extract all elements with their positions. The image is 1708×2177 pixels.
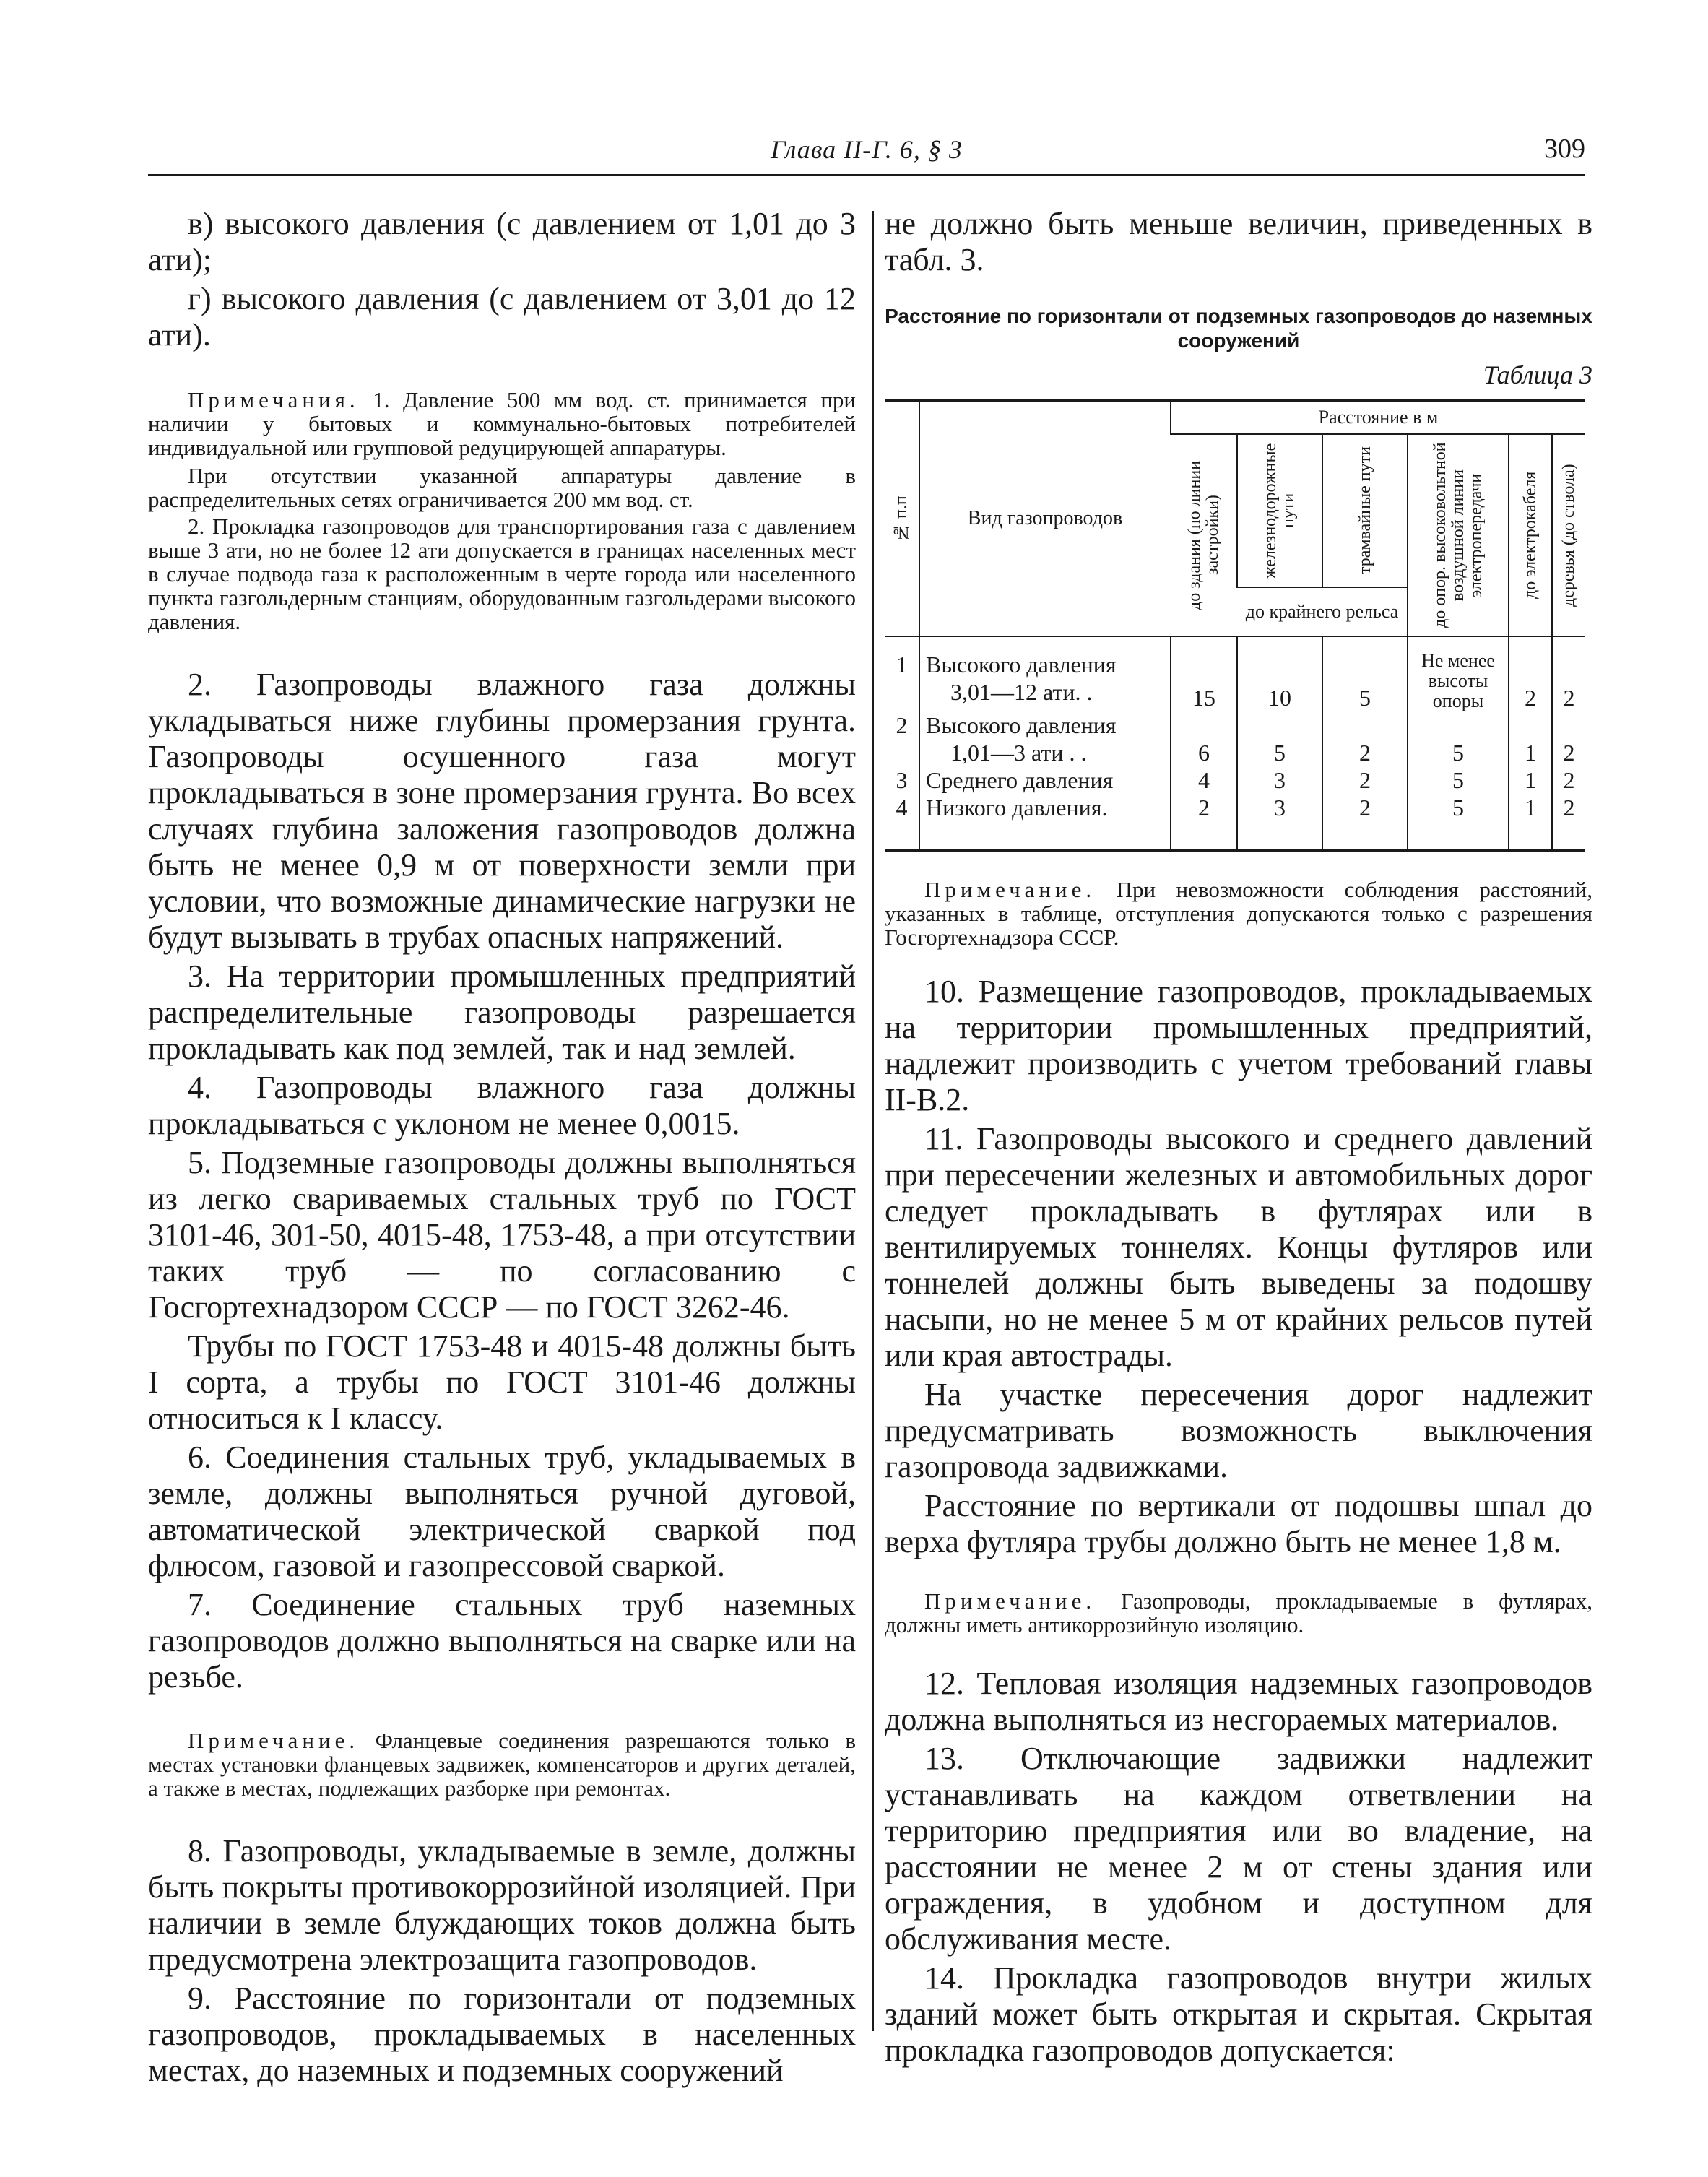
note-label: Примечание. <box>188 1728 360 1753</box>
paragraph-11c: Расстояние по вертикали от подошвы шпал до верха футляра трубы должно быть не менее 1,8 м. <box>885 1487 1592 1559</box>
row-number: 2 <box>896 712 908 738</box>
cell-building: 2 <box>1171 794 1237 821</box>
header-group: Расстояние в м <box>1171 401 1585 435</box>
paragraph-2: 2. Газопроводы влажного газа должны укладываться ниже глубины промерзания грунта. Газопроводы осушенного газа могут прокладываться в зоне промерзания грунта. Во всех случаях глубина заложения газопроводов должна быть не менее 0,9 м от поверхности земли при условии, что возможные динамические нагрузки не будут вызывать в трубах опасных напряжений. <box>148 667 856 955</box>
paragraph-7: 7. Соединение стальных труб наземных газопроводов должно выполняться на сварке или на резьбе. <box>148 1587 856 1695</box>
cell-pylon: 5 <box>1408 794 1509 821</box>
note-text: Фланцевые соединения разрешаются только в местах установки фланцевых задвижек, компенсаторов и других деталей, а также в местах, подлежащих разборке при ремонтах. <box>148 1728 857 1801</box>
row-number: 1 <box>896 652 908 678</box>
right-column <box>885 206 1592 2069</box>
note-label: Примечание. <box>924 1588 1096 1614</box>
paragraph-10: 10. Размещение газопроводов, прокладываемых на территории промышленных предприятий, надлежит производить с учетом требований главы II-В.2. <box>885 973 1592 1117</box>
cell-rail: 3 <box>1237 766 1322 794</box>
cell-building: 15 <box>1171 651 1237 711</box>
row-name: Низкого давления. <box>919 794 1171 821</box>
cell-pylon: 5 <box>1408 766 1509 794</box>
paragraph-14: 14. Прокладка газопроводов внутри жилых зданий может быть открытая и скрытая. Скрытая прокладка газопроводов допускается: <box>885 1960 1592 2068</box>
header-num-text: № п.п <box>892 495 911 542</box>
row-number: 4 <box>896 795 908 821</box>
cell-rail: 3 <box>1237 794 1322 821</box>
header-tree <box>1552 434 1585 636</box>
header-num <box>885 401 919 637</box>
cell-tree: 2 <box>1552 766 1585 794</box>
header-tree-text: деревья (до ствола) <box>1559 464 1578 607</box>
header-rail-sub: до крайнего рельса <box>1237 587 1408 636</box>
paragraph-11: 11. Газопроводы высокого и среднего давлений при пересечении железных и автомобильных дорог следует прокладывать в футлярах или в вентилируемых тоннелях. Концы футляров или тоннелей должны быть выведены за подошву насыпи, но не менее 5 м от крайних рельсов путей или края автострады. <box>885 1120 1592 1373</box>
header-building-text: до здания (по линии застройки) <box>1184 460 1222 610</box>
distance-table <box>885 399 1585 852</box>
cell-tram: 2 <box>1322 766 1408 794</box>
row-name <box>919 651 1171 711</box>
paragraph-6: 6. Соединения стальных труб, укладываемых в земле, должны выполняться ручной дуговой, автоматической электрической сваркой под флюсом, газовой и газопрессовой сваркой. <box>148 1440 856 1583</box>
table-row <box>885 766 1585 794</box>
note-text: При невозможности соблюдения расстояний, указанных в таблице, отступления допускаются только с разрешения Госгортехнадзора СССР. <box>885 876 1592 950</box>
cell-tram: 2 <box>1322 711 1408 766</box>
left-column <box>148 206 856 2089</box>
table-number: Таблица 3 <box>1483 360 1592 389</box>
row-name-line2: 3,01—12 ати. . <box>950 679 1093 705</box>
cell-tree: 2 <box>1552 651 1585 711</box>
note-1-1 <box>148 388 856 459</box>
header-pylon-text: до опор. высоковольтной воздушной линии электропередачи <box>1430 442 1486 628</box>
row-number: 3 <box>896 767 908 793</box>
header-pylon <box>1408 434 1509 636</box>
cell-building: 6 <box>1171 711 1237 766</box>
cell-tram: 2 <box>1322 794 1408 821</box>
cell-building: 4 <box>1171 766 1237 794</box>
row-name-line1: Высокого давления <box>926 712 1117 738</box>
row-name: Среднего давления <box>919 766 1171 794</box>
paragraph-13: 13. Отключающие задвижки надлежит устанавливать на каждом ответвлении на территорию предприятия или во владение, на расстоянии не менее 2 м от стены здания или ограждения, в удобном и доступном для обслуживания месте. <box>885 1740 1592 1957</box>
header-tram-text: трамвайные пути <box>1355 446 1374 575</box>
paragraph-5b: Трубы по ГОСТ 1753-48 и 4015-48 должны быть I сорта, а трубы по ГОСТ 3101-46 должны относиться к I классу. <box>148 1328 856 1436</box>
cell-tree: 2 <box>1552 711 1585 766</box>
note-label: Примечания. <box>188 387 360 412</box>
cell-cable: 2 <box>1509 651 1552 711</box>
header-cable-text: до электрокабеля <box>1520 471 1540 600</box>
paragraph-item-g: г) высокого давления (с давлением от 3,01 до 12 ати). <box>148 281 856 352</box>
paragraph-3: 3. На территории промышленных предприятий распределительные газопроводы разрешается прокладывать как под землей, так и над землей. <box>148 958 856 1066</box>
cell-rail: 10 <box>1237 651 1322 711</box>
running-title: Глава II-Г. 6, § 3 <box>771 135 963 164</box>
note-1-2: При отсутствии указанной аппаратуры давление в распределительных сетях ограничивается 200 мм вод. ст. <box>148 463 856 512</box>
note-3 <box>885 878 1592 949</box>
paragraph-9-continued: не должно быть меньше величин, приведенных в табл. 3. <box>885 206 1592 277</box>
cell-pylon: Не менее высоты опоры <box>1408 651 1509 711</box>
note-2 <box>148 1728 856 1800</box>
header-cable <box>1509 434 1552 636</box>
cell-rail: 5 <box>1237 711 1322 766</box>
cell-cable: 1 <box>1509 794 1552 821</box>
row-name-line1: Высокого давления <box>926 652 1117 678</box>
header-rail <box>1237 434 1322 587</box>
table-caption: Расстояние по горизонтали от подземных газопроводов до наземных сооружений <box>885 305 1592 352</box>
note-text: Газопроводы, прокладываемые в футлярах, должны иметь антикоррозийную изоляцию. <box>885 1588 1593 1637</box>
paragraph-5: 5. Подземные газопроводы должны выполняться из легко свариваемых стальных труб по ГОСТ 3101-46, 301-50, 4015-48, 1753-48, а при отсутствии таких труб — по согласованию с Госгортехнадзором СССР — по ГОСТ 3262-46. <box>148 1145 856 1325</box>
note-label: Примечание. <box>924 876 1096 902</box>
header-type: Вид газопроводов <box>919 401 1171 637</box>
header-rail-text: железнодорожные пути <box>1261 443 1298 579</box>
paragraph-11b: На участке пересечения дорог надлежит предусматривать возможность выключения газопровода задвижками. <box>885 1376 1592 1484</box>
page-number: 309 <box>1544 134 1585 164</box>
row-name-line2: 1,01—3 ати . . <box>950 740 1087 766</box>
row-name <box>919 711 1171 766</box>
cell-pylon: 5 <box>1408 711 1509 766</box>
note-text: 1. Давление 500 мм вод. ст. принимается при наличии у бытовых и коммунально-бытовых потребителей индивидуальной или групповой редуцирующей аппаратуры. <box>148 387 857 460</box>
cell-cable: 1 <box>1509 711 1552 766</box>
cell-tree: 2 <box>1552 794 1585 821</box>
paragraph-9: 9. Расстояние по горизонтали от подземных газопроводов, прокладываемых в населенных местах, до наземных и подземных сооружений <box>148 1981 856 2088</box>
note-1-3: 2. Прокладка газопроводов для транспортирования газа с давлением выше 3 ати, но не более 12 ати допускается в границах населенных мест в случае подвода газа к расположенным в черте города или населенного пункта газгольдерным станциям, оборудованным газгольдерами высокого давления. <box>148 514 856 634</box>
table-row <box>885 651 1585 711</box>
table-row <box>885 794 1585 821</box>
header-building <box>1171 434 1237 636</box>
paragraph-12: 12. Тепловая изоляция надземных газопроводов должна выполняться из несгораемых материалов. <box>885 1665 1592 1737</box>
paragraph-8: 8. Газопроводы, укладываемые в земле, должны быть покрыты противокоррозийной изоляцией. При наличии в земле блуждающих токов должна быть предусмотрена электрозащита газопроводов. <box>148 1833 856 1977</box>
header-rule <box>148 174 1585 176</box>
note-4 <box>885 1589 1592 1637</box>
column-divider <box>872 211 874 2031</box>
table-row <box>885 711 1585 766</box>
header-tram <box>1322 434 1408 587</box>
paragraph-item-v: в) высокого давления (с давлением от 1,01 до 3 ати); <box>148 206 856 277</box>
cell-tram: 5 <box>1322 651 1408 711</box>
cell-cable: 1 <box>1509 766 1552 794</box>
paragraph-4: 4. Газопроводы влажного газа должны прокладываться с уклоном не менее 0,0015. <box>148 1070 856 1141</box>
page-header <box>148 130 1585 170</box>
